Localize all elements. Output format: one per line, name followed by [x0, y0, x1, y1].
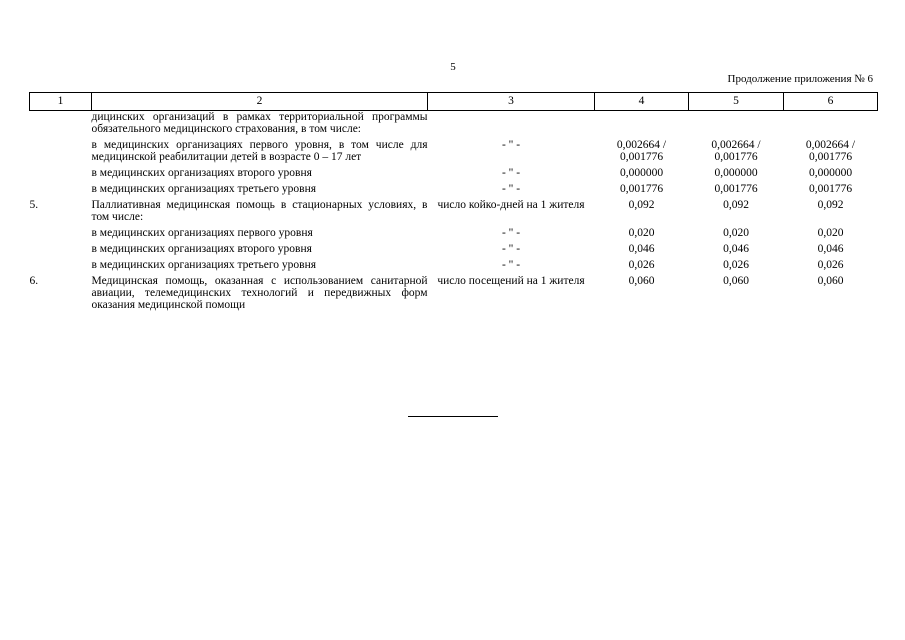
row-description: Медицинская помощь, оказанная с использованием санитарной авиации, телемедицинских технологий и передвижных форм оказания медицинской помощи [91, 275, 428, 311]
row-number [30, 167, 92, 183]
table-row [30, 199, 878, 227]
data-table [29, 92, 878, 315]
row-description: Паллиативная медицинская помощь в стационарных условиях, в том числе: [91, 199, 428, 223]
row-unit [428, 111, 595, 140]
row-number: 5. [29, 199, 39, 211]
row-value-col5: 0,046 [723, 243, 749, 255]
header-col-2: 2 [92, 93, 428, 111]
row-value-col4: 0,020 [628, 227, 655, 239]
row-number [30, 111, 92, 140]
table-row [30, 139, 878, 167]
row-value-col4: 0,002664 / 0,001776 [616, 139, 667, 163]
row-number [30, 139, 92, 167]
header-col-1: 1 [30, 93, 92, 111]
row-value-col6: 0,020 [817, 227, 844, 239]
row-value-col5: 0,001776 [714, 183, 758, 195]
table-row [30, 227, 878, 243]
table-row [30, 275, 878, 315]
table-row [30, 243, 878, 259]
row-unit: - " - [501, 139, 521, 151]
page-number: 5 [450, 61, 456, 73]
table-row [30, 111, 878, 140]
row-description: в медицинских организациях третьего уровня [91, 259, 317, 271]
row-value-col6: 0,046 [817, 243, 844, 255]
row-value-col4: 0,001776 [619, 183, 664, 195]
row-value-col6: 0,000000 [808, 167, 853, 179]
row-number [30, 259, 92, 275]
header-row [30, 93, 878, 111]
row-value-col4: 0,060 [628, 275, 655, 287]
row-unit: - " - [501, 259, 521, 271]
row-unit: - " - [501, 227, 521, 239]
row-number [30, 183, 92, 199]
row-value-col4: 0,000000 [619, 167, 664, 179]
row-description: в медицинских организациях первого уровня [91, 227, 313, 239]
table-row [30, 183, 878, 199]
row-value-col4: 0,026 [628, 259, 655, 271]
row-value-col6: 0,002664 / 0,001776 [805, 139, 856, 163]
table-row [30, 259, 878, 275]
row-value-col4: 0,046 [628, 243, 655, 255]
row-value-col6 [784, 111, 878, 140]
row-value-col5: 0,026 [723, 259, 749, 271]
row-value-col5: 0,092 [723, 199, 749, 211]
row-description: в медицинских организациях второго уровня [91, 167, 312, 179]
row-unit: - " - [501, 167, 521, 179]
row-value-col5: 0,020 [723, 227, 749, 239]
row-description: в медицинских организациях первого уровня, в том числе для медицинской реабилитации детей в возрасте 0 – 17 лет [91, 139, 428, 163]
row-value-col6: 0,001776 [808, 183, 853, 195]
row-value-col6: 0,026 [817, 259, 844, 271]
row-value-col6: 0,092 [817, 199, 844, 211]
header-col-3: 3 [428, 93, 595, 111]
row-description: дицинских организаций в рамках территориальной программы обязательного медицинского страхования, в том числе: [91, 111, 428, 135]
row-unit: - " - [501, 183, 521, 195]
table-row [30, 167, 878, 183]
row-value-col5 [689, 111, 784, 140]
header-col-4: 4 [595, 93, 689, 111]
row-description: в медицинских организациях второго уровня [91, 243, 312, 255]
header-col-6: 6 [784, 93, 878, 111]
row-number: 6. [29, 275, 39, 287]
row-value-col5: 0,060 [723, 275, 749, 287]
row-value-col4 [595, 111, 689, 140]
row-unit: - " - [501, 243, 521, 255]
row-number [30, 243, 92, 259]
row-number [30, 227, 92, 243]
row-value-col6: 0,060 [817, 275, 844, 287]
end-divider [408, 416, 498, 417]
row-value-col4: 0,092 [628, 199, 655, 211]
row-description: в медицинских организациях третьего уровня [91, 183, 317, 195]
row-unit: число посещений на 1 жителя [437, 275, 585, 287]
header-col-5: 5 [689, 93, 784, 111]
appendix-caption: Продолжение приложения № 6 [727, 73, 873, 85]
row-unit: число койко-дней на 1 жителя [437, 199, 585, 211]
row-value-col5: 0,000000 [714, 167, 758, 179]
row-value-col5: 0,002664 / 0,001776 [711, 139, 761, 163]
